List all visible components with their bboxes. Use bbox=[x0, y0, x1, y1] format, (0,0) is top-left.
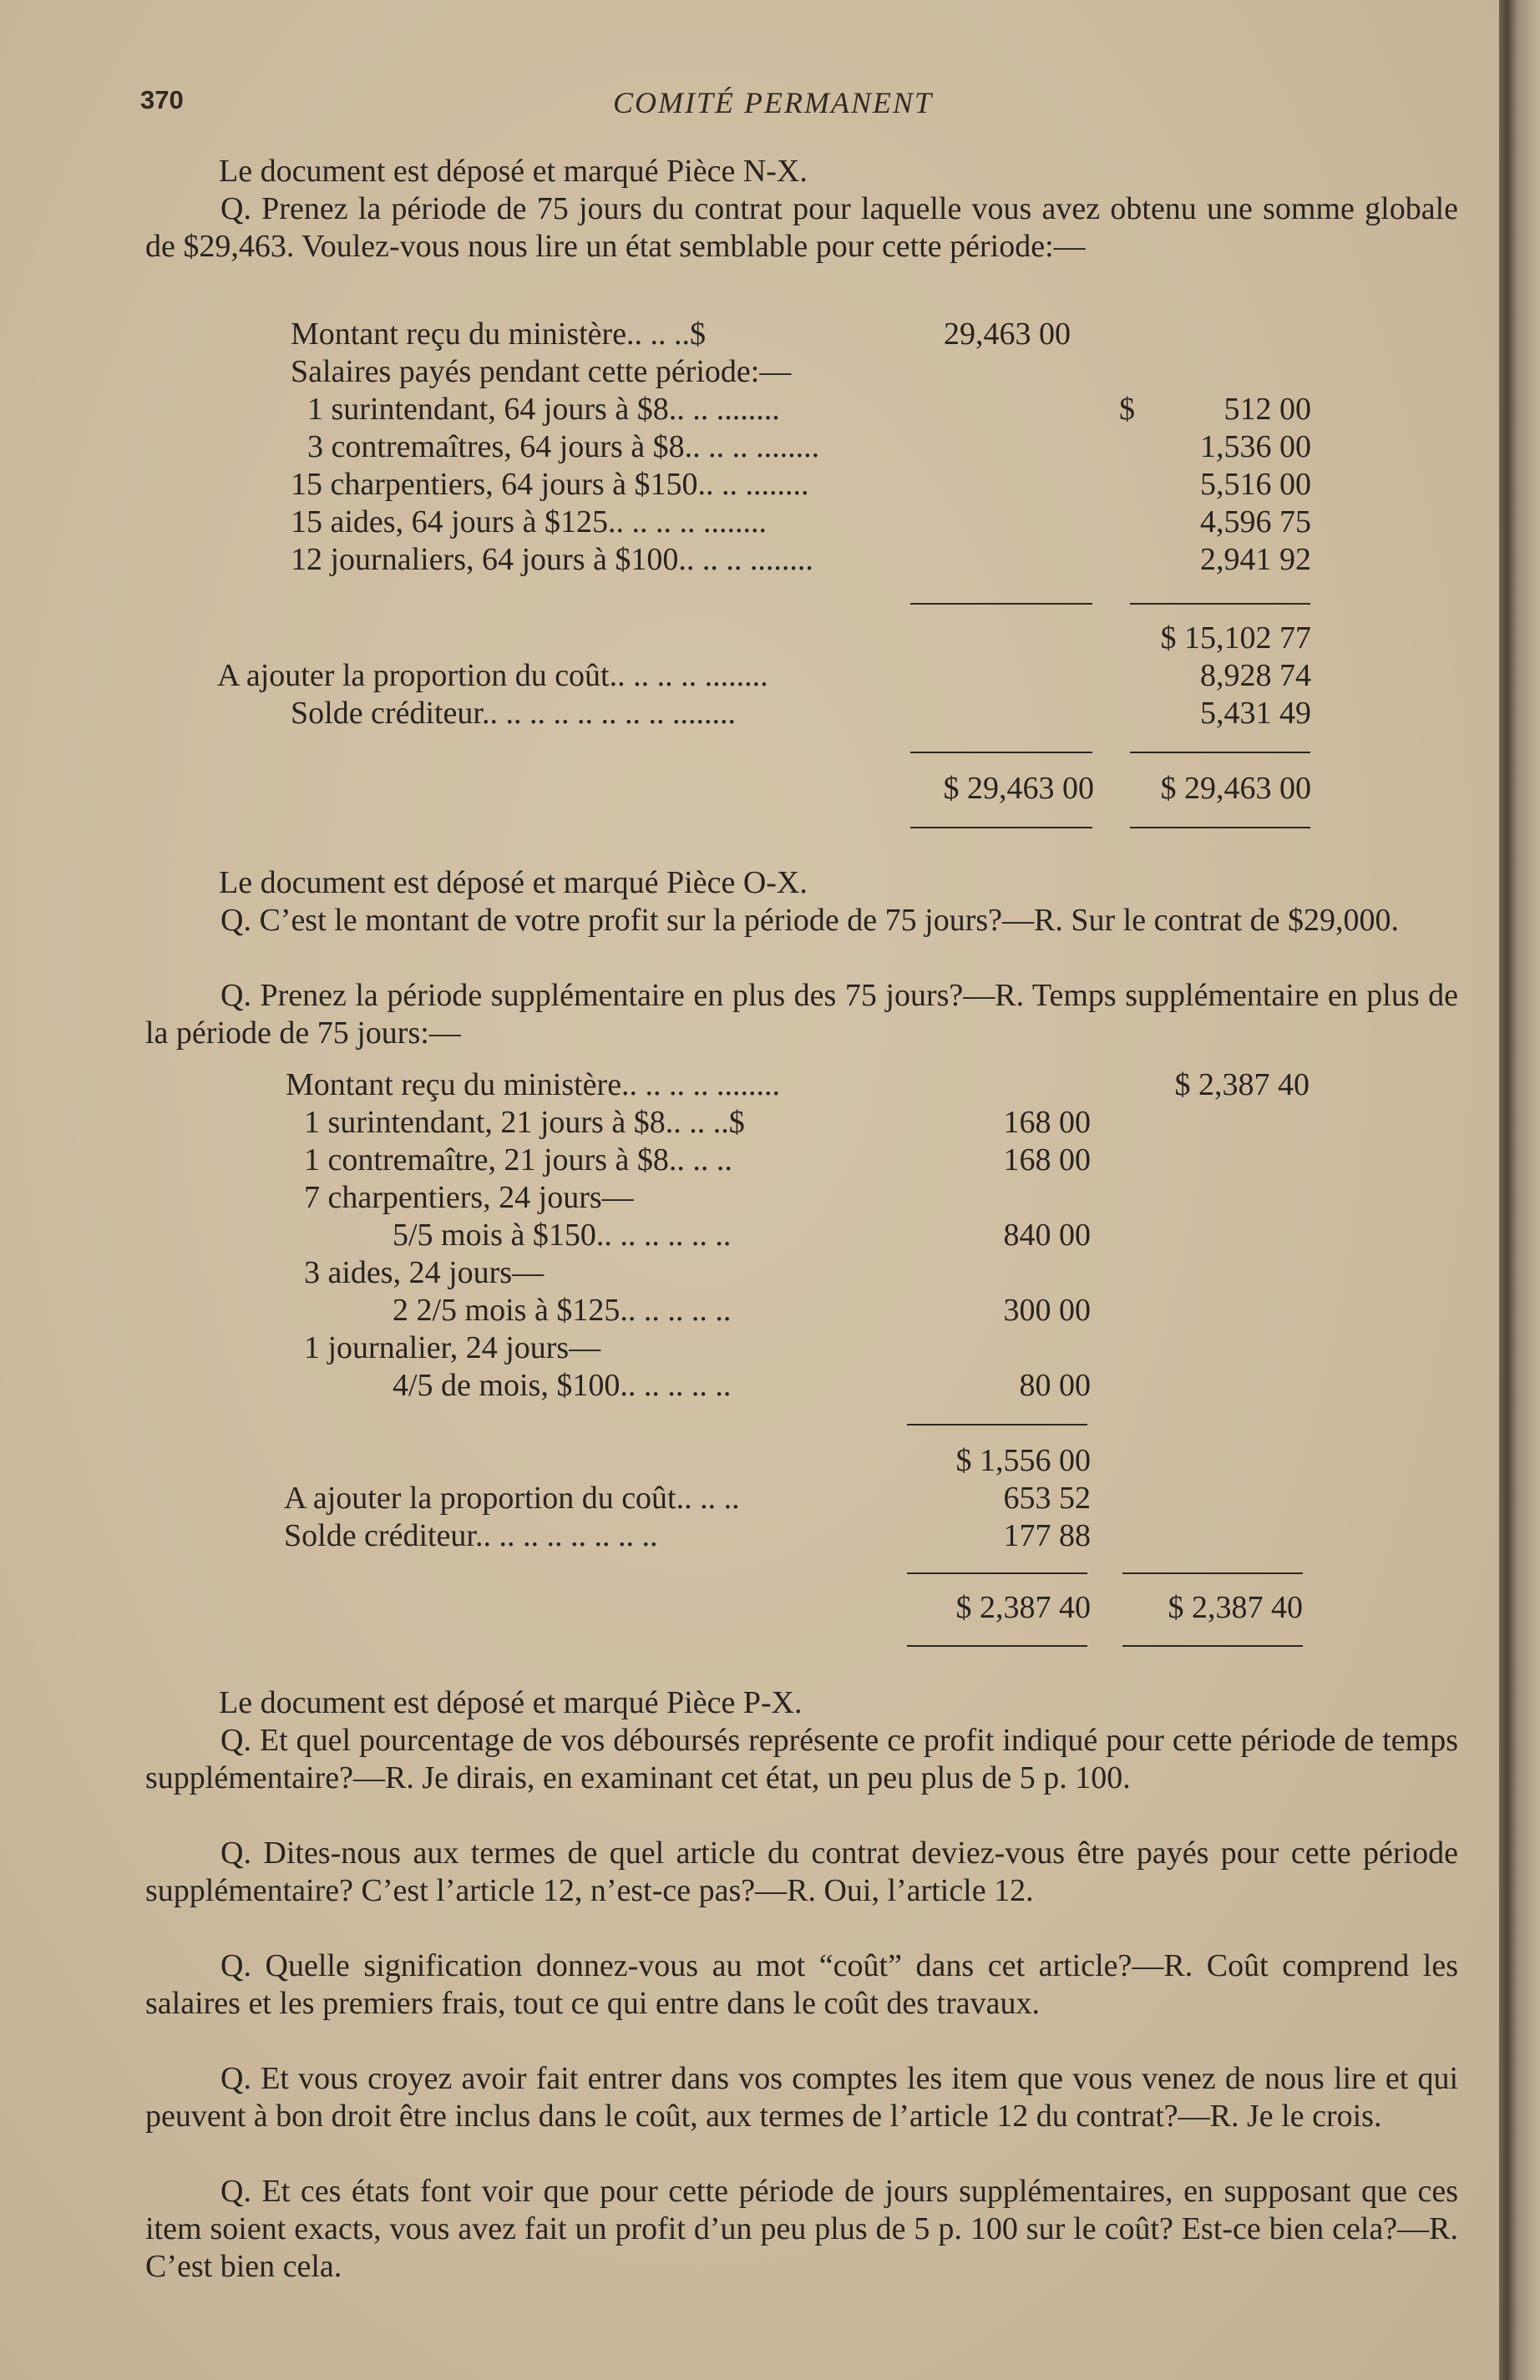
total-underline-left bbox=[910, 827, 1092, 828]
table-row-amount: 4,596 75 bbox=[1200, 504, 1311, 539]
table-row-label: 4/5 de mois, $100.. .. .. .. .. bbox=[393, 1368, 732, 1403]
book-spine-edge bbox=[1499, 0, 1540, 2380]
page-header bbox=[140, 84, 1460, 124]
section3-paragraph: Q. Et quel pourcentage de vos déboursés représente ce profit indiqué pour cette période de temps supplémentaire?—R. Je dirais, en examinant cet état, un peu plus de 5 p. 100. bbox=[145, 1723, 1458, 1795]
total-rule-right bbox=[1130, 752, 1310, 753]
proportion-amount: 653 52 bbox=[1003, 1481, 1091, 1516]
table-row-amount: 2,941 92 bbox=[1200, 542, 1311, 577]
section3-intro: Le document est déposé et marqué Pièce P-X. bbox=[219, 1685, 803, 1720]
total-right: $ 2,387 40 bbox=[1168, 1590, 1303, 1625]
table-row-amount: 840 00 bbox=[1003, 1218, 1091, 1253]
table-row-label: 15 charpentiers, 64 jours à $150.. .. ........ bbox=[291, 467, 809, 502]
section3-paragraph: Q. Quelle signification donnez-vous au mot “coût” dans cet article?—R. Coût comprend les salaires et les premiers frais, tout ce qui entre dans le coût des travaux. bbox=[145, 1948, 1458, 2021]
table-row-amount: 1,536 00 bbox=[1200, 429, 1311, 464]
table-row-amount: 512 00 bbox=[1223, 392, 1311, 427]
table-row-amount: 300 00 bbox=[1003, 1293, 1091, 1328]
subtotal-rule-left bbox=[910, 603, 1092, 605]
section1-intro: Le document est déposé et marqué Pièce N-X. bbox=[219, 154, 808, 189]
table-row-label: 1 contremaître, 21 jours à $8.. .. .. bbox=[304, 1142, 732, 1177]
proportion-amount: 8,928 74 bbox=[1200, 658, 1311, 693]
section2-intro: Le document est déposé et marqué Pièce O-X. bbox=[219, 865, 808, 900]
total-rule-left bbox=[910, 752, 1092, 753]
section3-paragraph: Q. Dites-nous aux termes de quel article du contrat deviez-vous être payés pour cette période supplémentaire? C’est l’article 12, n’est-ce pas?—R. Oui, l’article 12. bbox=[145, 1836, 1458, 1908]
total-right: $ 29,463 00 bbox=[1160, 771, 1311, 806]
table-row-label: 3 aides, 24 jours— bbox=[304, 1255, 545, 1290]
subtotal: $ 1,556 00 bbox=[955, 1443, 1091, 1478]
section2-question2: Q. Prenez la période supplémentaire en plus des 75 jours?—R. Temps supplémentaire en plus de la période de 75 jours:— bbox=[145, 978, 1458, 1051]
total-underline-left bbox=[907, 1645, 1087, 1647]
table-row-currency: $ bbox=[1119, 392, 1135, 427]
credit-amount: 177 88 bbox=[1003, 1518, 1091, 1553]
table-row-label: 5/5 mois à $150.. .. .. .. .. .. bbox=[393, 1218, 732, 1253]
subtotal: $ 15,102 77 bbox=[1160, 620, 1311, 656]
table-row-label: 1 surintendant, 64 jours à $8.. .. ........ bbox=[307, 392, 780, 427]
credit-label: Solde créditeur.. .. .. .. .. .. .. .. bbox=[284, 1518, 658, 1553]
total-rule-left bbox=[907, 1572, 1087, 1574]
received-amount: 29,463 00 bbox=[944, 316, 1071, 352]
received-amount: $ 2,387 40 bbox=[1174, 1067, 1310, 1102]
total-left: $ 2,387 40 bbox=[955, 1590, 1091, 1625]
subtotal-rule bbox=[907, 1424, 1087, 1425]
page-number: 370 bbox=[140, 85, 184, 114]
total-underline-right bbox=[1130, 827, 1310, 828]
table-row-label: 1 journalier, 24 jours— bbox=[304, 1330, 601, 1365]
table-row-label: 12 journaliers, 64 jours à $100.. .. .. ........ bbox=[291, 542, 813, 577]
table-row-amount: 168 00 bbox=[1003, 1142, 1091, 1177]
subtotal-rule-right bbox=[1130, 603, 1310, 605]
running-head: COMITÉ PERMANENT bbox=[613, 86, 933, 119]
section3-paragraph: Q. Et ces états font voir que pour cette période de jours supplémentaires, en supposant que ces item soient exacts, vous avez fait un profit d’un peu plus de 5 p. 100 sur le coût? Est-ce bien cela?—R. C’est bien cela. bbox=[145, 2174, 1458, 2284]
table-row-amount: 168 00 bbox=[1003, 1105, 1091, 1140]
credit-amount: 5,431 49 bbox=[1200, 696, 1311, 731]
table-row-label: 1 surintendant, 21 jours à $8.. .. ..$ bbox=[304, 1105, 745, 1140]
proportion-label: A ajouter la proportion du coût.. .. .. .. ........ bbox=[217, 658, 768, 693]
table-row-amount: 5,516 00 bbox=[1200, 467, 1311, 502]
proportion-label: A ajouter la proportion du coût.. .. .. bbox=[284, 1481, 740, 1516]
total-underline-right bbox=[1122, 1645, 1303, 1647]
table-row-label: 2 2/5 mois à $125.. .. .. .. .. bbox=[393, 1293, 732, 1328]
received-label: Montant reçu du ministère.. .. ..$ bbox=[291, 316, 707, 352]
total-left: $ 29,463 00 bbox=[943, 771, 1094, 806]
received-label: Montant reçu du ministère.. .. .. .. ........ bbox=[286, 1067, 781, 1102]
total-rule-right bbox=[1122, 1572, 1303, 1574]
table-row-label: 3 contremaîtres, 64 jours à $8.. .. .. ........ bbox=[307, 429, 820, 464]
table-row-label: 7 charpentiers, 24 jours— bbox=[304, 1180, 634, 1215]
table-row-amount: 80 00 bbox=[1019, 1368, 1091, 1403]
section1-question: Q. Prenez la période de 75 jours du contrat pour laquelle vous avez obtenu une somme globale de $29,463. Voulez-vous nous lire un état semblable pour cette période:— bbox=[145, 191, 1458, 264]
section2-question1: Q. C’est le montant de votre profit sur la période de 75 jours?—R. Sur le contrat de $29,000. bbox=[220, 903, 1399, 938]
salaries-heading: Salaires payés pendant cette période:— bbox=[291, 354, 792, 389]
section3-paragraph: Q. Et vous croyez avoir fait entrer dans vos comptes les item que vous venez de nous lire et qui peuvent à bon droit être inclus dans le coût, aux termes de l’article 12 du contrat?—R. Je le crois. bbox=[145, 2061, 1458, 2134]
credit-label: Solde créditeur.. .. .. .. .. .. .. .. ........ bbox=[291, 696, 736, 731]
table-row-label: 15 aides, 64 jours à $125.. .. .. .. ........ bbox=[291, 504, 767, 539]
